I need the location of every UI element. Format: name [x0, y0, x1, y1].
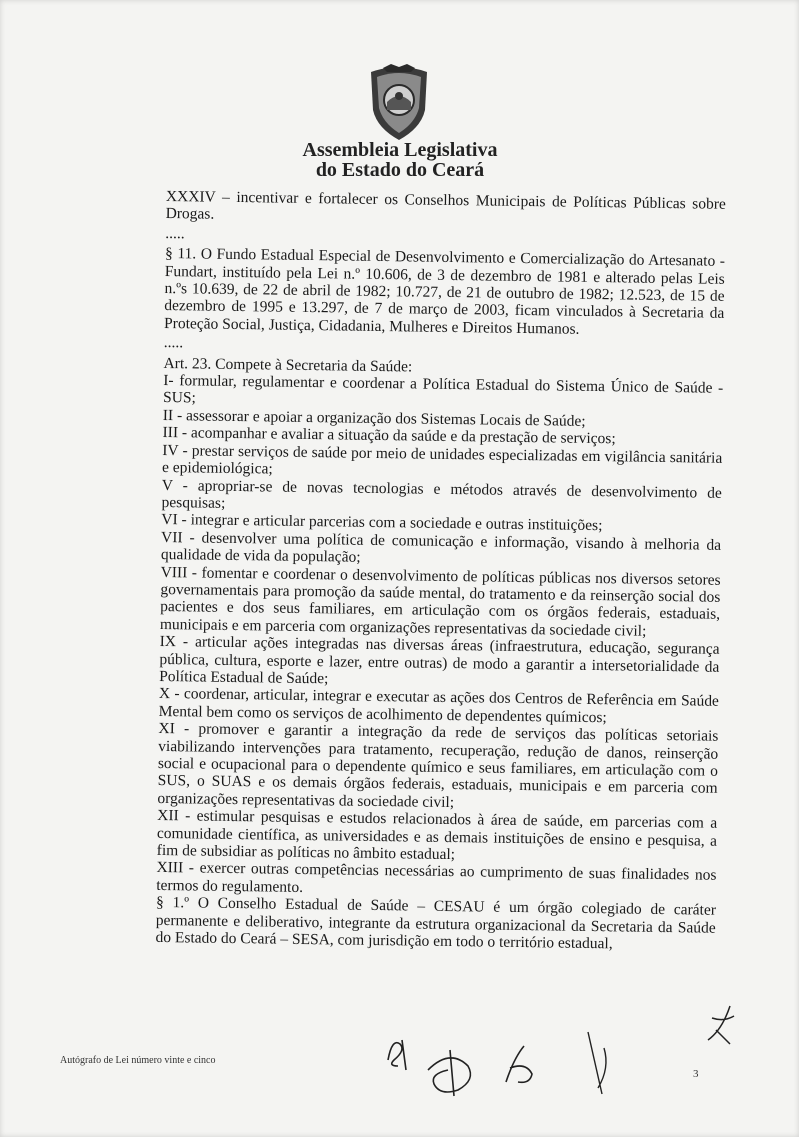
item-xii: XII - estimular pesquisas e estudos relacionados à área de saúde, em parcerias com a comunidade científica, as universidades e as demais instituições de ensino e pesquisa, a fim de subsidiar as políticas no âmbito estadual;	[156, 807, 718, 864]
page-number: 3	[693, 1068, 699, 1080]
item-ix: IX - articular ações integradas nas diversas áreas (infraestrutura, educação, segurança pública, cultura, esporte e lazer, entre outras) de modo a garantir a intersetorialidade da Política Estadual de Saúde;	[159, 633, 720, 688]
paragraph-section-1: § 1.º O Conselho Estadual de Saúde – CESAU é um órgão colegiado de caráter permanente e deliberativo, integrante da estrutura organizacional da Secretaria da Saúde do Estado do Ceará – SESA, com jurisdição em todo o território estadual,	[155, 894, 717, 953]
law-text	[155, 188, 726, 954]
item-i: I- formular, regulamentar e coordenar a Política Estadual do Sistema Único de Saúde - SUS;	[162, 372, 724, 407]
item-ii: II - assessorar e apoiar a organização dos Sistemas Locais de Saúde;	[162, 406, 586, 430]
header-line-2: do Estado do Ceará	[315, 159, 485, 181]
signature-initial-3	[500, 1038, 540, 1088]
signature-initial-4	[578, 1028, 618, 1098]
item-iv: IV - prestar serviços de saúde por meio de unidades especializadas em vigilância sanitária e epidemiológica;	[161, 441, 723, 478]
article-23-heading: Art. 23. Compete à Secretaria da Saúde:	[163, 354, 413, 376]
ellipsis-separator: .....	[165, 224, 185, 243]
autograph-note: Autógrafo de Lei número vinte e cinco	[60, 1055, 216, 1066]
item-x: X - coordenar, articular, integrar e executar as ações dos Centros de Referência em Saúde Mental bem como os serviços de acolhimento de dependentes químicos;	[158, 685, 720, 726]
paragraph-xxxiv: XXXIV – incentivar e fortalecer os Conselhos Municipais de Políticas Públicas sobre Drogas.	[165, 188, 726, 224]
item-xiii: XIII - exercer outras competências necessárias ao cumprimento de suas finalidades nos termos do regulamento.	[156, 859, 717, 896]
item-viii: VIII - fomentar e coordenar o desenvolvimento de políticas públicas nos diversos setores governamentais para promoção da saúde mental, do tratamento e da reinserção social dos pacientes e dos seus familiares, em articulação com os órgãos federais, estaduais, municipais e em parceria com organizações representativas da sociedade civil;	[159, 563, 721, 640]
paragraph-section-11: § 11. O Fundo Estadual Especial de Desenvolvimento e Comercialização do Artesanato - Fundart, instituído pela Lei n.º 10.606, de 3 de dezembro de 1981 e alterado pelas Leis n.ºs 10.639, de 22 de abril de 1982; 10.727, de 21 de outubro de 1982; 12.523, de 15 de dezembro de 1995 e 13.297, de 7 de março de 2003, ficam vinculados à Secretaria da Proteção Social, Justiça, Cidadania, Mulheres e Direitos Humanos.	[163, 245, 726, 338]
item-vi: VI - integrar e articular parcerias com a sociedade e outras instituições;	[161, 511, 603, 535]
signature-initial-5	[700, 1000, 740, 1050]
item-iii: III - acompanhar e avaliar a situação da saúde e da prestação de serviços;	[162, 424, 616, 448]
ellipsis-separator: .....	[163, 334, 184, 352]
institution-header	[270, 140, 530, 180]
item-xi: XI - promover e garantir a integração da rede de serviços das políticas setoriais viabilizando intervenções para tratamento, recuperação, redução de danos, reinserção social e ocupacional para o dependente químico e seus familiares, em articulação com o SUS, o SUAS e os demais órgãos federais, estaduais, municipais e em parceria com organizações representativas da sociedade civil;	[157, 720, 719, 811]
state-coat-of-arms-icon	[365, 62, 433, 142]
item-v: V - apropriar-se de novas tecnologias e métodos através de desenvolvimento de pesquisas;	[161, 476, 722, 512]
signature-initial-2	[420, 1040, 480, 1100]
item-vii: VII - desenvolver uma política de comunicação e informação, visando à melhoria da qualidade de vida da população;	[160, 528, 722, 566]
header-line-1: Assembleia Legislativa	[302, 139, 498, 161]
